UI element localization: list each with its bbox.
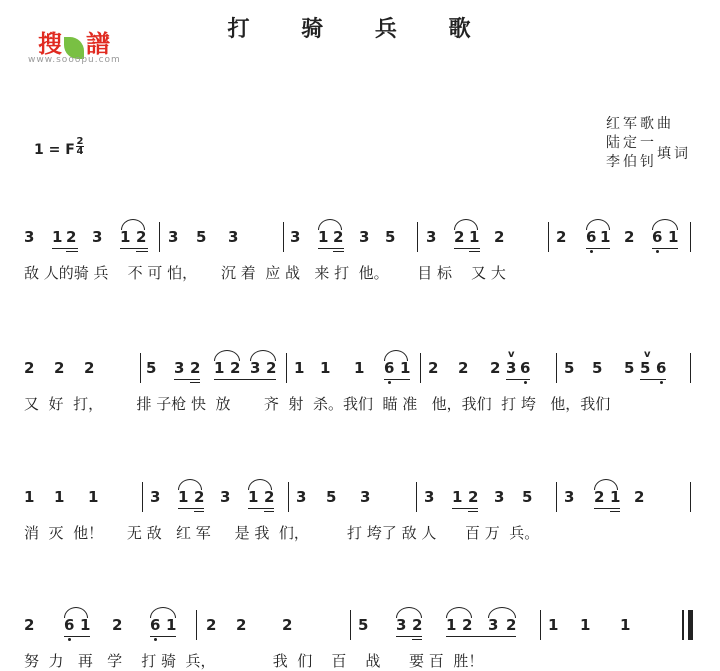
lyrics-line-1: 敌 人的骑 兵 不 可 怕， 沉 着 应 战 来 打 他。 目 标 又 大 (24, 264, 506, 282)
logo-text-left: 搜 (38, 30, 62, 58)
time-signature (76, 137, 84, 156)
key-signature: 1 = F (34, 142, 75, 158)
lyrics-line-4: 努 力 再 学 打 骑 兵， 我 们 百 战 要 百 胜！ (24, 652, 484, 670)
logo-text-right: 譜 (86, 30, 110, 58)
credit-role: 填词 (657, 146, 691, 162)
credit-lyricist-1: 陆定一 (606, 135, 657, 151)
logo-url: www.sooopu.com (28, 55, 121, 65)
lyrics-line-2: 又 好 打， 排 子枪 快 放 齐 射 杀。我们 瞄 准 他，我们 打 垮 他，我们 (24, 395, 611, 413)
time-bottom: 4 (76, 146, 84, 157)
song-title: 打 骑 兵 歌 (227, 16, 493, 42)
notation-line-1: 3 1 2 3 1 2 3 5 3 3 1 2 3 5 3 2 1 2 2 6 1 2 6 1 (0, 228, 720, 250)
notation-line-3: 1 1 1 3 1 2 3 1 2 3 5 3 3 1 2 3 5 3 2 1 2 (0, 488, 720, 510)
time-top: 2 (76, 136, 84, 147)
credit-lyricist-2: 李伯钊 (606, 154, 657, 170)
lyrics-line-3: 消 灭 他！ 无 敌 红 军 是 我 们， 打 垮了 敌 人 百 万 兵。 (24, 524, 540, 542)
credits (606, 115, 691, 172)
notation-line-2: 2 2 2 5 3 2 1 2 3 2 1 1 1 6 1 2 2 2 v 3 6 5 5 5 v 5 6 (0, 359, 720, 381)
credit-genre: 红军歌曲 (606, 116, 674, 132)
site-logo (38, 24, 110, 59)
notation-line-4: 2 6 1 2 6 1 2 2 2 5 3 2 1 2 3 2 1 1 1 (0, 616, 720, 638)
